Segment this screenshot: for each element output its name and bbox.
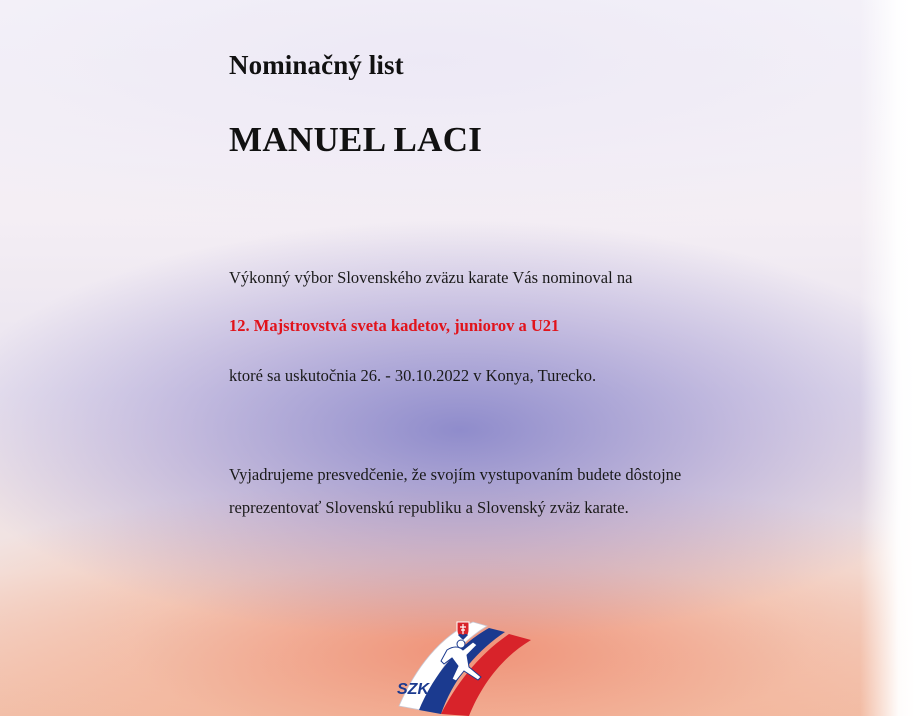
szk-logo-graphic xyxy=(385,614,535,716)
right-edge-fade xyxy=(860,0,915,716)
logo-figure-head xyxy=(457,640,465,648)
document-title: Nominačný list xyxy=(229,50,404,80)
event-name: 12. Majstrovstvá sveta kadetov, juniorov a U21 xyxy=(229,316,560,335)
szk-logo-icon xyxy=(385,614,535,716)
closing-statement: Vyjadrujeme presvedčenie, že svojím vystupovaním budete dôstojne reprezentovať Slovenskú republiku a Slovenský zväz karate. xyxy=(229,465,682,517)
nominee-name: MANUEL LACI xyxy=(229,120,483,159)
nomination-intro: Výkonný výbor Slovenského zväzu karate Vás nominoval na xyxy=(229,268,633,287)
logo-text: SZK xyxy=(397,681,429,698)
event-date-location: ktoré sa uskutočnia 26. - 30.10.2022 v Konya, Turecko. xyxy=(229,366,597,385)
